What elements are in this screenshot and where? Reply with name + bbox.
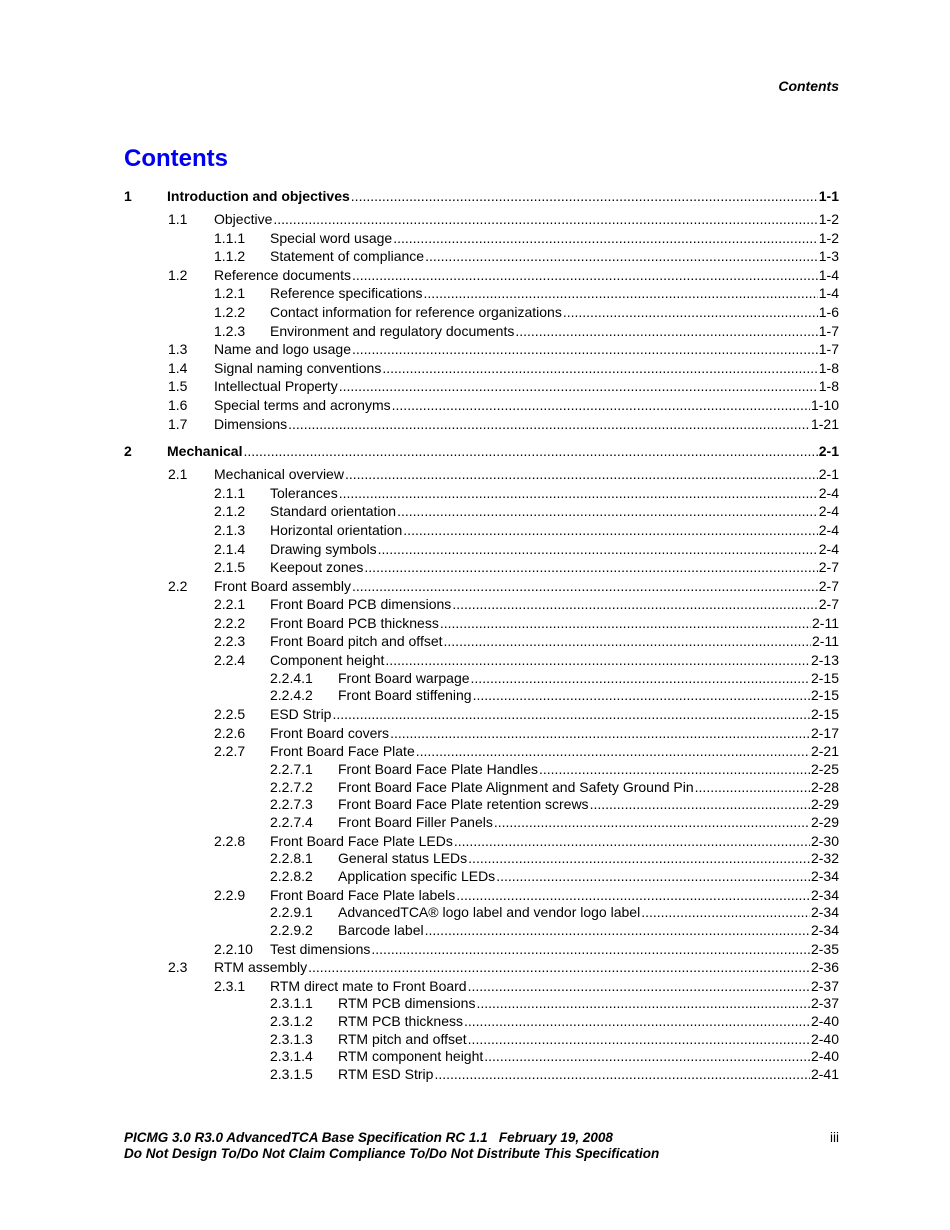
toc-entry[interactable]: [0, 632, 950, 651]
toc-entry-page: 2-37: [810, 995, 839, 1012]
toc-dot-leader: [352, 266, 818, 285]
toc-entry[interactable]: [0, 247, 950, 266]
toc-entry-title[interactable]: Front Board Face Plate labels: [270, 886, 456, 903]
toc-entry[interactable]: [0, 558, 950, 577]
toc-entry-number: 2.3.1.4: [270, 1048, 313, 1065]
toc-dot-leader: [378, 540, 818, 559]
toc-dot-leader: [444, 632, 812, 651]
toc-entry-page: 2-4: [818, 503, 839, 520]
toc-entry[interactable]: [0, 521, 950, 540]
toc-dot-leader: [288, 415, 810, 434]
toc-entry-page: 1-2: [818, 229, 839, 246]
toc-entry-title[interactable]: Front Board PCB dimensions: [270, 596, 452, 613]
toc-dot-leader: [476, 995, 810, 1013]
toc-entry-page: 2-7: [818, 596, 839, 613]
toc-entry-title[interactable]: Test dimensions: [270, 940, 371, 957]
toc-entry-title[interactable]: AdvancedTCA® logo label and vendor logo label: [338, 904, 641, 921]
toc-entry-number: 1.2: [168, 266, 188, 283]
toc-dot-leader: [416, 742, 810, 761]
toc-entry-number: 2.2.7.2: [270, 778, 313, 795]
toc-entry-number: 2.2.1: [214, 596, 246, 613]
toc-dot-leader: [468, 850, 810, 868]
toc-dot-leader: [243, 441, 817, 461]
toc-entry-page: 2-1: [818, 443, 839, 460]
toc-entry-number: 2.3.1.3: [270, 1030, 313, 1047]
toc-entry-page: 2-4: [818, 484, 839, 501]
toc-dot-leader: [371, 940, 810, 959]
toc-entry-number: 2.2.8.2: [270, 867, 313, 884]
toc-entry[interactable]: [0, 303, 950, 322]
toc-entry-number: 1.6: [168, 396, 188, 413]
toc-entry-number: 1.5: [168, 378, 188, 395]
toc-entry[interactable]: [0, 958, 950, 977]
page-footer: [124, 1130, 839, 1162]
toc-entry[interactable]: [0, 761, 950, 779]
toc-entry[interactable]: [0, 484, 950, 503]
toc-entry-title[interactable]: RTM PCB dimensions: [338, 995, 476, 1012]
toc-entry-page: 1-1: [818, 188, 839, 204]
toc-entry-title[interactable]: Front Board Face Plate Handles: [338, 760, 538, 777]
toc-entry-page: 2-13: [810, 652, 839, 669]
toc-entry-title[interactable]: Special word usage: [270, 229, 393, 246]
toc-entry-title[interactable]: Front Board warpage: [338, 669, 470, 686]
toc-entry[interactable]: [0, 465, 950, 484]
toc-entry-title[interactable]: Front Board pitch and offset: [270, 633, 443, 650]
toc-entry-title[interactable]: Front Board assembly: [214, 577, 351, 594]
toc-entry-number: 2.2.9.2: [270, 921, 313, 938]
toc-dot-leader: [393, 229, 818, 248]
toc-entry-page: 2-25: [810, 760, 839, 777]
toc-dot-leader: [464, 1013, 810, 1031]
toc-entry-page: 2-15: [810, 706, 839, 723]
toc-entry-number: 2.2.7.1: [270, 760, 313, 777]
toc-entry-number: 1.4: [168, 359, 188, 376]
toc-entry-page: 2-15: [810, 669, 839, 686]
toc-entry[interactable]: [0, 229, 950, 248]
toc-entry-page: 2-30: [810, 832, 839, 849]
toc-entry-page: 2-4: [818, 540, 839, 557]
toc-entry-number: 1.1.1: [214, 229, 246, 246]
toc-entry-number: 2.2.9.1: [270, 904, 313, 921]
toc-entry[interactable]: [0, 396, 950, 415]
toc-entry[interactable]: [0, 210, 950, 229]
toc-dot-leader: [641, 904, 810, 922]
running-header: Contents: [778, 78, 839, 94]
toc-dot-leader: [352, 577, 818, 596]
toc-entry[interactable]: [0, 415, 950, 434]
toc-entry-title[interactable]: Drawing symbols: [270, 540, 377, 557]
toc-entry-title[interactable]: Name and logo usage: [214, 341, 351, 358]
toc-dot-leader: [452, 595, 817, 614]
toc-entry-title[interactable]: Special terms and acronyms: [214, 396, 391, 413]
toc-entry-title[interactable]: RTM pitch and offset: [338, 1030, 467, 1047]
toc-entry-number: 1.1: [168, 211, 188, 227]
toc-dot-leader: [397, 502, 818, 521]
toc-entry[interactable]: [0, 1013, 950, 1031]
toc-entry-number: 2.2.4.2: [270, 687, 313, 704]
toc-dot-leader: [456, 886, 810, 905]
toc-entry-title[interactable]: Front Board Face Plate: [270, 743, 415, 760]
toc-entry[interactable]: [0, 886, 950, 905]
toc-entry-title[interactable]: ESD Strip: [270, 706, 332, 723]
toc-entry-number: 2.1.3: [214, 521, 246, 538]
toc-entry-title[interactable]: RTM component height: [338, 1048, 484, 1065]
toc-entry[interactable]: [0, 940, 950, 959]
toc-entry-title[interactable]: General status LEDs: [338, 850, 468, 867]
toc-entry-number: 2.1: [168, 466, 188, 483]
toc-entry-title[interactable]: Component height: [270, 652, 385, 669]
toc-entry[interactable]: [0, 502, 950, 521]
toc-entry-title[interactable]: Barcode label: [338, 921, 424, 938]
toc-entry-number: 2.2.5: [214, 706, 246, 723]
toc-entry[interactable]: [0, 540, 950, 559]
toc-entry-page: 2-29: [810, 813, 839, 830]
toc-entry[interactable]: [0, 1031, 950, 1049]
toc-entry-page: 2-36: [810, 959, 839, 976]
toc-entry-page: 2-40: [810, 1012, 839, 1029]
toc-dot-leader: [473, 687, 810, 705]
toc-entry-page: 2-7: [818, 559, 839, 576]
toc-entry[interactable]: [0, 1066, 950, 1084]
toc-entry-number: 2.1.1: [214, 484, 246, 501]
toc-entry-page: 1-3: [818, 248, 839, 265]
toc-entry-number: 2.1.4: [214, 540, 246, 557]
toc-dot-leader: [440, 614, 811, 633]
toc-entry-page: 1-7: [818, 322, 839, 339]
toc-dot-leader: [332, 705, 810, 724]
toc-entry-page: 1-21: [810, 415, 839, 432]
toc-dot-leader: [468, 1031, 810, 1049]
footer-disclaimer: Do Not Design To/Do Not Claim Compliance To/Do Not Distribute This Specification: [124, 1146, 660, 1161]
toc-entry[interactable]: [0, 359, 950, 378]
toc-entry-title[interactable]: Tolerances: [270, 484, 338, 501]
toc-entry[interactable]: [0, 1048, 950, 1066]
toc-entry-title[interactable]: RTM assembly: [214, 959, 308, 976]
toc-dot-leader: [494, 814, 810, 832]
toc-entry[interactable]: [0, 922, 950, 940]
toc-entry-page: 1-2: [818, 211, 839, 227]
toc-entry[interactable]: [0, 796, 950, 814]
toc-dot-leader: [339, 377, 818, 396]
toc-entry-number: 1.3: [168, 341, 188, 358]
toc-entry-title[interactable]: Standard orientation: [270, 503, 397, 520]
toc-entry[interactable]: [0, 868, 950, 886]
toc-dot-leader: [390, 724, 810, 743]
toc-entry-title[interactable]: Introduction and objectives: [167, 188, 350, 204]
toc-entry-title[interactable]: Front Board stiffening: [338, 687, 472, 704]
toc-entry-title[interactable]: Reference specifications: [270, 285, 423, 302]
toc-entry-page: 1-8: [818, 359, 839, 376]
toc-entry-page: 2-11: [812, 633, 839, 650]
toc-entry-title[interactable]: Front Board Face Plate Alignment and Safety Ground Pin: [338, 778, 694, 795]
toc-entry-number: 2.2.7.4: [270, 813, 313, 830]
toc-entry-page: 1-4: [818, 266, 839, 283]
toc-dot-leader: [468, 977, 810, 996]
toc-dot-leader: [563, 303, 818, 322]
toc-dot-leader: [339, 484, 818, 503]
toc-entry-number: 2.3.1.1: [270, 995, 313, 1012]
toc-entry-title[interactable]: Signal naming conventions: [214, 359, 382, 376]
toc-entry-number: 2.2.10: [214, 940, 253, 957]
toc-dot-leader: [454, 832, 810, 851]
toc-entry[interactable]: [0, 577, 950, 596]
toc-entry-page: 2-34: [810, 921, 839, 938]
toc-entry-number: 2.2.6: [214, 724, 246, 741]
toc-entry[interactable]: [0, 995, 950, 1013]
toc-dot-leader: [403, 521, 817, 540]
toc-entry[interactable]: [0, 284, 950, 303]
toc-entry-title[interactable]: RTM direct mate to Front Board: [270, 977, 467, 994]
toc-entry-number: 2.2.2: [214, 614, 246, 631]
toc-dot-leader: [352, 340, 818, 359]
toc-entry-title[interactable]: Mechanical: [167, 443, 243, 460]
toc-dot-leader: [424, 284, 818, 303]
toc-entry[interactable]: [0, 779, 950, 797]
toc-entry-title[interactable]: Contact information for reference organizations: [270, 303, 562, 320]
toc-dot-leader: [308, 958, 810, 977]
toc-entry-title[interactable]: Front Board Face Plate LEDs: [270, 832, 453, 849]
toc-entry[interactable]: [0, 595, 950, 614]
toc-dot-leader: [434, 1066, 810, 1084]
toc-entry-page: 2-32: [810, 850, 839, 867]
toc-dot-leader: [345, 465, 818, 484]
toc-entry-number: 2.2.3: [214, 633, 246, 650]
toc-entry-title[interactable]: Objective: [214, 211, 273, 227]
toc-entry-title[interactable]: Mechanical overview: [214, 466, 344, 483]
toc-entry-number: 1.2.2: [214, 303, 246, 320]
toc-entry-title[interactable]: Front Board Filler Panels: [338, 813, 493, 830]
toc-entry-number: 2.2.4.1: [270, 669, 313, 686]
toc-entry-number: 2.2.4: [214, 652, 246, 669]
toc-entry[interactable]: [0, 186, 950, 206]
toc-entry-title[interactable]: Intellectual Property: [214, 378, 338, 395]
toc-entry-number: 1.2.3: [214, 322, 246, 339]
toc-dot-leader: [695, 779, 810, 797]
toc-dot-leader: [484, 1048, 810, 1066]
toc-entry-page: 2-7: [818, 577, 839, 594]
toc-entry-title[interactable]: Horizontal orientation: [270, 521, 403, 538]
toc-entry[interactable]: [0, 904, 950, 922]
toc-entry-title[interactable]: RTM PCB thickness: [338, 1012, 463, 1029]
toc-entry-number: 2.2.7: [214, 743, 246, 760]
toc-entry[interactable]: [0, 377, 950, 396]
toc-entry[interactable]: [0, 814, 950, 832]
toc-entry-page: 2-40: [810, 1030, 839, 1047]
toc-entry-page: 1-8: [818, 378, 839, 395]
toc-entry-title[interactable]: Front Board covers: [270, 724, 390, 741]
toc-entry-page: 1-7: [818, 341, 839, 358]
table-of-contents: [0, 186, 950, 1084]
toc-entry-page: 2-21: [810, 743, 839, 760]
toc-entry-number: 2.2.8: [214, 832, 246, 849]
toc-entry-number: 2.2.9: [214, 886, 246, 903]
toc-entry[interactable]: [0, 705, 950, 724]
toc-dot-leader: [496, 868, 810, 886]
toc-entry-title[interactable]: Front Board PCB thickness: [270, 614, 439, 631]
toc-entry-page: 2-11: [812, 614, 839, 631]
toc-entry-title[interactable]: RTM ESD Strip: [338, 1066, 434, 1083]
toc-entry-page: 2-34: [810, 867, 839, 884]
toc-entry-title[interactable]: Reference documents: [214, 266, 351, 283]
toc-entry-page: 1-6: [818, 303, 839, 320]
toc-entry-title[interactable]: Dimensions: [214, 415, 288, 432]
toc-entry-page: 2-17: [810, 724, 839, 741]
toc-entry[interactable]: [0, 670, 950, 688]
toc-entry-page: 2-4: [818, 521, 839, 538]
toc-entry-number: 2: [124, 443, 132, 460]
toc-dot-leader: [425, 922, 810, 940]
page-number: iii: [830, 1130, 839, 1145]
toc-entry[interactable]: [0, 322, 950, 341]
page-title: Contents: [124, 145, 228, 172]
toc-entry-number: 2.2.8.1: [270, 850, 313, 867]
toc-entry-number: 2.3.1.5: [270, 1066, 313, 1083]
toc-entry-number: 2.1.5: [214, 559, 246, 576]
toc-dot-leader: [385, 651, 810, 670]
toc-entry-page: 2-40: [810, 1048, 839, 1065]
toc-entry-number: 2.3: [168, 959, 188, 976]
toc-entry[interactable]: [0, 340, 950, 359]
footer-spec-line: PICMG 3.0 R3.0 AdvancedTCA Base Specification RC 1.1 February 19, 2008: [124, 1130, 613, 1145]
toc-entry-page: 2-1: [818, 466, 839, 483]
toc-entry-number: 1.2.1: [214, 285, 246, 302]
toc-entry-number: 2.3.1: [214, 977, 246, 994]
toc-entry-page: 2-28: [810, 778, 839, 795]
toc-dot-leader: [351, 186, 818, 206]
toc-entry-number: 2.3.1.2: [270, 1012, 313, 1029]
toc-entry[interactable]: [0, 614, 950, 633]
toc-entry-title[interactable]: Application specific LEDs: [338, 867, 496, 884]
toc-dot-leader: [425, 247, 818, 266]
toc-entry-title[interactable]: Front Board Face Plate retention screws: [338, 796, 589, 813]
toc-entry-number: 1: [124, 188, 132, 204]
toc-dot-leader: [515, 322, 817, 341]
toc-entry[interactable]: [0, 832, 950, 851]
toc-entry-page: 2-29: [810, 796, 839, 813]
toc-entry-page: 2-35: [810, 940, 839, 957]
toc-entry-title[interactable]: Keepout zones: [270, 559, 364, 576]
toc-entry-number: 2.2.7.3: [270, 796, 313, 813]
toc-dot-leader: [471, 670, 810, 688]
toc-entry-page: 1-10: [810, 396, 839, 413]
toc-entry-page: 2-41: [810, 1066, 839, 1083]
toc-entry[interactable]: [0, 742, 950, 761]
toc-entry-title[interactable]: Environment and regulatory documents: [270, 322, 515, 339]
toc-entry-page: 2-37: [810, 977, 839, 994]
toc-entry[interactable]: [0, 850, 950, 868]
toc-entry-page: 2-34: [810, 886, 839, 903]
toc-entry[interactable]: [0, 651, 950, 670]
toc-entry-number: 1.7: [168, 415, 188, 432]
toc-dot-leader: [273, 210, 817, 229]
toc-dot-leader: [382, 359, 817, 378]
toc-entry-number: 1.1.2: [214, 248, 246, 265]
toc-entry-page: 2-34: [810, 904, 839, 921]
toc-entry[interactable]: [0, 266, 950, 285]
toc-entry[interactable]: [0, 441, 950, 461]
toc-entry-title[interactable]: Statement of compliance: [270, 248, 425, 265]
toc-entry[interactable]: [0, 977, 950, 996]
toc-entry-page: 2-15: [810, 687, 839, 704]
toc-dot-leader: [392, 396, 810, 415]
toc-entry[interactable]: [0, 687, 950, 705]
toc-entry-number: 2.2: [168, 577, 188, 594]
toc-entry[interactable]: [0, 724, 950, 743]
toc-entry-number: 2.1.2: [214, 503, 246, 520]
toc-dot-leader: [539, 761, 810, 779]
toc-dot-leader: [364, 558, 817, 577]
toc-entry-page: 1-4: [818, 285, 839, 302]
toc-dot-leader: [590, 796, 810, 814]
